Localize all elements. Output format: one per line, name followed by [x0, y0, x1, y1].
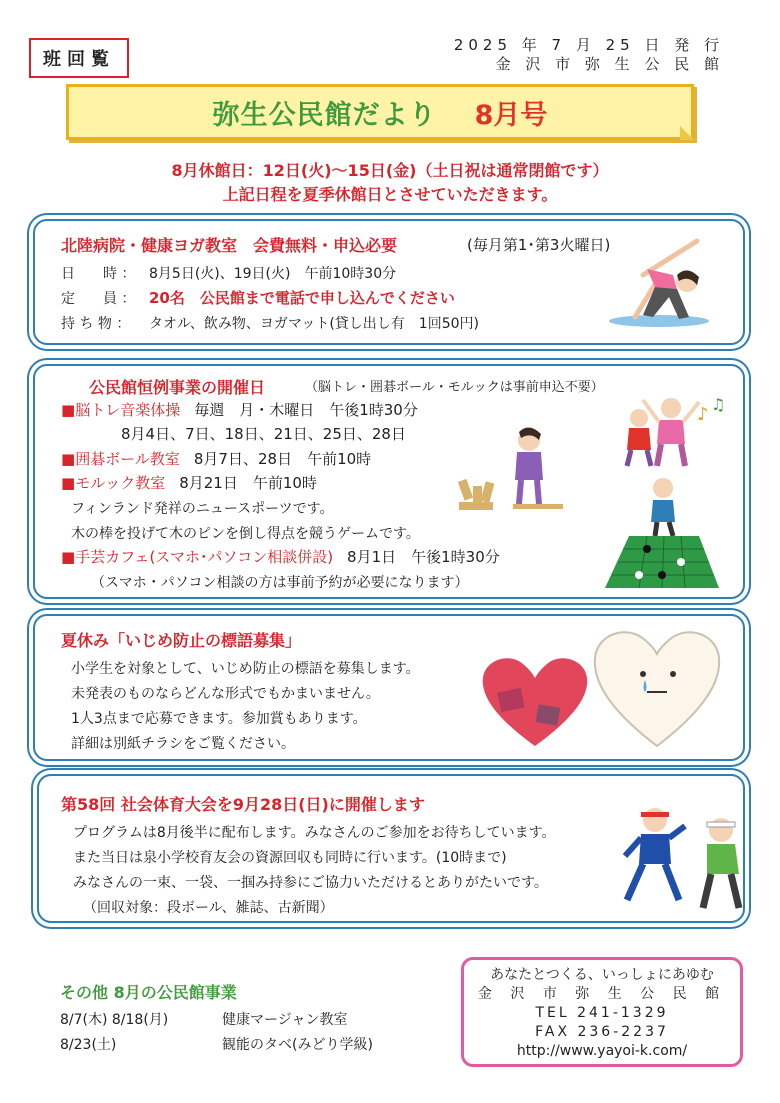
other-event-name-2: 観能のタベ(みどり学級): [222, 1037, 373, 1053]
issue-info: [454, 36, 724, 74]
sports-section: [37, 774, 745, 923]
contact-url[interactable]: http://www.yayoi-k.com/: [516, 1043, 688, 1059]
bullet-icon: ■: [61, 450, 76, 468]
runners-illustration-icon: [621, 804, 745, 912]
craft-cafe-row: [61, 546, 500, 567]
sports-line-2: また当日は泉小学校育友会の資源回収も同時に行います。(10時まで): [73, 850, 507, 866]
brain-training-dates: 8月4日、7日、18日、21日、25日、28日: [121, 425, 406, 443]
closure-days: 8月休館日：12日(火)～15日(金)（土日祝は通常閉館です）: [171, 161, 609, 180]
yoga-capacity-value: 20名 公民館まで電話で申し込んでください: [149, 289, 455, 307]
sports-line-4: （回収対象：段ボール、雑誌、古新聞）: [83, 900, 334, 916]
banner-fold-corner: [680, 126, 694, 140]
regular-events-section: [33, 364, 745, 599]
hurt-heart-icon: [479, 650, 591, 750]
slogan-title: 夏休み「いじめ防止の標語募集」: [61, 631, 302, 650]
craft-cafe-name: 手芸カフェ(スマホ･パソコン相談併設): [75, 548, 334, 566]
contact-tel: TEL 241-1329: [535, 1005, 669, 1021]
issue-date: 2025 年 7 月 25 日 発 行: [453, 36, 724, 54]
sports-title: 第58回 社会体育大会を9月28日(日)に開催します: [61, 795, 425, 814]
regular-title-note: （脳トレ・囲碁ボール・モルックは事前申込不要）: [305, 380, 604, 395]
go-ball-time: 8月7日、28日 午前10時: [193, 450, 372, 468]
yoga-title: 北陸病院・健康ヨガ教室 会費無料・申込必要: [61, 236, 398, 255]
other-event-date-2: 8/23(土): [60, 1037, 117, 1053]
newsletter-month: 8月号: [474, 99, 548, 131]
yoga-illustration-icon: [607, 235, 719, 333]
bullet-icon: ■: [61, 474, 76, 492]
craft-cafe-time: 8月1日 午後1時30分: [347, 548, 500, 566]
slogan-line-1: 小学生を対象として、いじめ防止の標語を募集します。: [71, 661, 420, 677]
crying-heart-icon: [587, 622, 727, 752]
slogan-line-3: 1人3点まで応募できます。参加賞もあります。: [71, 711, 367, 727]
circulation-stamp: 班回覧: [29, 38, 129, 78]
contact-slogan: あなたとつくる、いっしょにあゆむ: [490, 967, 714, 983]
craft-cafe-note: （スマホ・パソコン相談の方は事前予約が必要になります）: [91, 575, 469, 591]
contact-name: 金 沢 市 弥 生 公 民 館: [477, 986, 727, 1002]
yoga-section: [33, 219, 745, 345]
other-event-date-1: 8/7(木) 8/18(月): [60, 1012, 169, 1028]
go-ball-row: [61, 448, 371, 469]
yoga-items-label: 持 ち 物 ：: [61, 316, 131, 332]
exercise-illustration-icon: [615, 390, 725, 470]
molkky-name: モルック教室: [75, 474, 166, 492]
brain-training-time: 毎週 月・木曜日 午後1時30分: [194, 401, 418, 419]
contact-fax: FAX 236-2237: [535, 1024, 669, 1040]
issuer-name: 金 沢 市 弥 生 公 民 館: [495, 55, 724, 73]
slogan-line-2: 未発表のものならどんな形式でもかまいません。: [71, 686, 380, 702]
other-event-name-1: 健康マージャン教室: [222, 1012, 348, 1028]
slogan-line-4: 詳細は別紙チラシをご覧ください。: [71, 736, 295, 752]
go-ball-illustration-icon: [599, 476, 723, 592]
yoga-date-label: 日 時 ：: [61, 266, 136, 282]
yoga-date-value: 8月5日(火)、19日(火) 午前10時30分: [149, 266, 397, 282]
slogan-section: [33, 614, 745, 761]
newsletter-title: 弥生公民館だより: [212, 99, 437, 131]
svg-text:♪: ♪: [697, 404, 709, 425]
brain-training-row: [61, 399, 418, 420]
svg-text:♫: ♫: [711, 395, 725, 414]
other-events-title: その他 8月の公民館事業: [60, 983, 237, 1002]
brain-training-name: 脳トレ音楽体操: [75, 401, 181, 419]
yoga-items-value: タオル、飲み物、ヨガマット(貸し出し有 1回50円): [149, 316, 479, 332]
go-ball-name: 囲碁ボール教室: [75, 450, 180, 468]
molkky-desc-1: フィンランド発祥のニュースポーツです。: [71, 501, 334, 517]
bullet-icon: ■: [61, 548, 76, 566]
bullet-icon: ■: [61, 401, 76, 419]
molkky-desc-2: 木の棒を投げて木のピンを倒し得点を競うゲームです。: [71, 526, 420, 542]
sports-line-3: みなさんの一束、一袋、一掴み持参にご協力いただけるとありがたいです。: [73, 875, 548, 891]
molkky-illustration-icon: [455, 424, 565, 520]
yoga-schedule-note: (毎月第1･第3火曜日): [467, 236, 611, 254]
sports-line-1: プログラムは8月後半に配布します。みなさんのご参加をお待ちしています。: [73, 825, 556, 841]
yoga-capacity-label: 定 員 ：: [61, 291, 136, 307]
regular-title: 公民館恒例事業の開催日: [89, 378, 266, 397]
contact-box: [461, 957, 743, 1067]
molkky-time: 8月21日 午前10時: [179, 474, 317, 492]
closure-note: 上記日程を夏季休館日とさせていただきます。: [222, 185, 558, 204]
title-banner: [66, 84, 694, 140]
molkky-row: [61, 472, 317, 493]
